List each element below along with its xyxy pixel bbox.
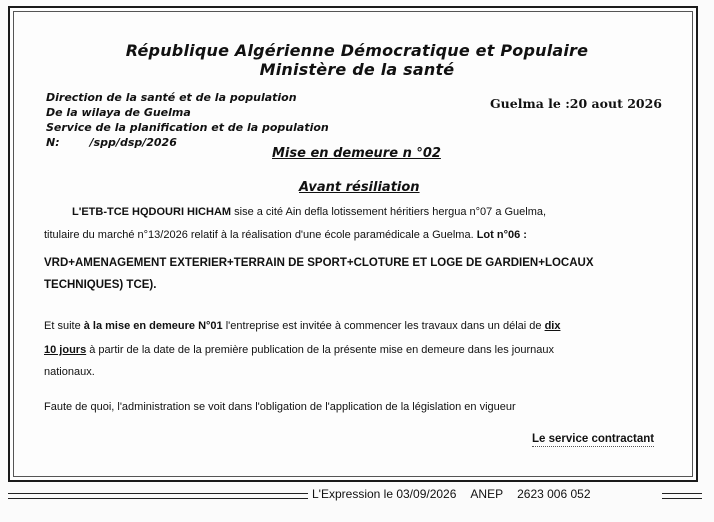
lot-number: Lot n°06 : [473, 229, 527, 241]
company-name: L'ETB-TCE HQDOURI HICHAM [72, 206, 232, 218]
footer-agency: ANEP [470, 487, 504, 501]
reference-prefix: N: [46, 136, 60, 149]
notice-heading: Mise en demeure n °02 [272, 146, 441, 161]
company-address: sise a cité Ain defla lotissement héritiers hergua n°07 a Guelma, [231, 206, 547, 218]
paragraph-3-text-f: à partir de la date de la première publication de la présente mise en demeure dans les journaux [86, 344, 554, 356]
paragraph-1-line-2 [44, 229, 527, 241]
footer-rule-left [8, 493, 308, 499]
paragraph-4: Faute de quoi, l'administration se voit dans l'obligation de l'application de la législation en vigueur [44, 401, 516, 413]
footer-code: 2623 006 052 [517, 487, 591, 501]
paragraph-3-text-c: l'entreprise est invitée à commencer les travaux dans un délai de [222, 320, 545, 332]
notice-subheading: Avant résiliation [299, 180, 420, 195]
reference-number [46, 136, 177, 149]
department-line-3: Service de la planification et de la population [46, 121, 329, 134]
lot-works-line-1: VRD+AMENAGEMENT EXTERIER+TERRAIN DE SPORT+CLOTURE ET LOGE DE GARDIEN+LOCAUX [44, 257, 594, 269]
notice-date: Guelma le :20 aout 2026 [490, 96, 662, 111]
paragraph-1-line-1 [72, 206, 546, 218]
footer-publication: L'Expression le 03/09/2026 [312, 487, 457, 501]
lot-works-line-2: TECHNIQUES) TCE). [44, 279, 157, 291]
footer-publication-info [309, 487, 594, 501]
paragraph-3-line-2 [44, 344, 554, 356]
paragraph-3-text-a: Et suite [44, 320, 84, 332]
department-line-1: Direction de la santé et de la population [46, 91, 297, 104]
deadline-words: dix [544, 320, 561, 332]
previous-notice-ref: à la mise en demeure N°01 [83, 320, 223, 332]
contract-description: titulaire du marché n°13/2026 relatif à la réalisation d'une école paramédicale a Guelma. [44, 229, 474, 241]
title-ministry: Ministère de la santé [259, 60, 455, 79]
title-republic: République Algérienne Démocratique et Populaire [125, 41, 589, 60]
reference-suffix: /spp/dsp/2026 [89, 136, 177, 149]
deadline-days: 10 jours [44, 344, 87, 356]
signature: Le service contractant [532, 433, 655, 445]
paragraph-3-line-1 [44, 320, 560, 332]
footer-rule-right [662, 493, 702, 499]
paragraph-3-line-3: nationaux. [44, 366, 95, 378]
department-line-2: De la wilaya de Guelma [46, 106, 191, 119]
